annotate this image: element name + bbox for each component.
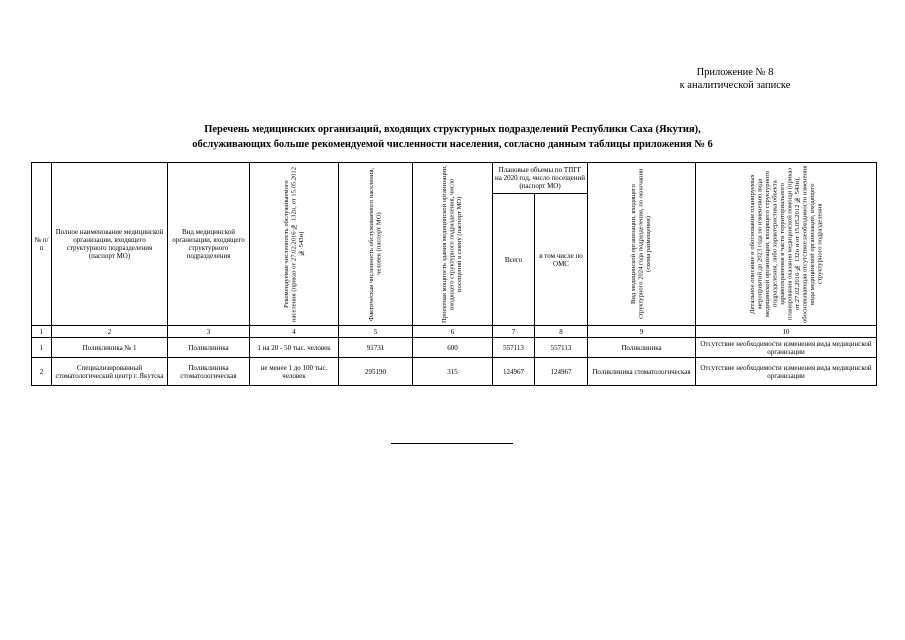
appendix-reference: к аналитической записке [679, 80, 791, 91]
row-oms: 557113 [535, 338, 588, 358]
header-actual-text: Фактическая численность обслуживаемого населения, человек (паспорт МО) [368, 167, 383, 321]
table-row [32, 358, 877, 386]
row-type: Поликлиника стоматологическая [168, 358, 250, 386]
row-num: 1 [32, 338, 52, 358]
row-total: 557113 [493, 338, 535, 358]
header-recommended [250, 163, 339, 326]
signature-line [391, 443, 513, 444]
row-recommended: не менее 1 до 100 тыс. человек [250, 358, 339, 386]
header-planned-group: Плановые объемы по ТПГГ на 2020 год, число посещений (паспорт МО) [493, 163, 588, 194]
column-number: 1 [32, 326, 52, 338]
row-num: 2 [32, 358, 52, 386]
document-title-line-2: обслуживающих больше рекомендуемой численности населения, согласно данным таблицы приложения № 6 [192, 139, 713, 150]
row-capacity: 600 [413, 338, 493, 358]
table-row [32, 338, 877, 358]
column-number: 2 [52, 326, 168, 338]
column-number: 6 [413, 326, 493, 338]
header-actual [339, 163, 413, 326]
row-actual: 91731 [339, 338, 413, 358]
row-future-type: Поликлиника [588, 338, 696, 358]
header-row [32, 163, 877, 194]
header-capacity-text: Проектная мощность здания медицинской организации, входящего структурного подразделения, число посещений в смену (паспорт МО) [441, 165, 464, 323]
row-name: Поликлиника № 1 [52, 338, 168, 358]
row-type: Поликлиника [168, 338, 250, 358]
header-future-type-text: Вид медицинской организации, входящего структурного 2024 года подразделения, по окончании (схема размещения) [630, 168, 653, 320]
header-capacity [413, 163, 493, 326]
header-planned-total: Всего [493, 194, 535, 326]
row-name: Специализированный стоматологический центр г. Якутска [52, 358, 168, 386]
row-oms: 124967 [535, 358, 588, 386]
document-title-line-1: Перечень медицинских организаций, входящих структурных подразделений Республики Саха (Якутия), [204, 124, 701, 135]
row-future-type: Поликлиника стоматологическая [588, 358, 696, 386]
appendix-number: Приложение № 8 [696, 67, 774, 78]
header-description-text: Детальное описание и обоснование планируемых мероприятий до 2023 года по изменению вида медицинской организации, входящего структурного подразделения, либо характеристика объекта здравоохранения в части территориального планирования оказания медицинской помощи (приказ от 27.02.2016 № 132н и от 15.05.2012 № 543н), обосновывающая отсутствие необходимости изменения вида медицинской организации, входящего структурного подразделения [748, 165, 823, 323]
header-num: № п/п [32, 163, 52, 326]
row-description: Отсутствие необходимости изменения вида медицинской организации [696, 338, 877, 358]
header-description [696, 163, 877, 326]
column-number: 7 [493, 326, 535, 338]
row-total: 124967 [493, 358, 535, 386]
header-future-type [588, 163, 696, 326]
row-recommended: 1 на 20 - 50 тыс. человек [250, 338, 339, 358]
column-numbers-row [32, 326, 877, 338]
column-number: 4 [250, 326, 339, 338]
header-full-name: Полное наименование медицинской организации, входящего структурного подразделения (паспорт МО) [52, 163, 168, 326]
row-description: Отсутствие необходимости изменения вида медицинской организации [696, 358, 877, 386]
column-number: 3 [168, 326, 250, 338]
row-actual: 295190 [339, 358, 413, 386]
column-number: 5 [339, 326, 413, 338]
appendix-label [640, 66, 830, 92]
column-number: 10 [696, 326, 877, 338]
document-title [40, 122, 865, 152]
header-recommended-text: Рекомендуемая численность обслуживаемого населения (приказ от 27.02.2016 № 132н, от 15.05.2012 № 543н) [282, 166, 305, 322]
row-capacity: 315 [413, 358, 493, 386]
organizations-table [31, 162, 877, 386]
header-planned-oms: в том числе по ОМС [535, 194, 588, 326]
header-type: Вид медицинской организации, входящего структурного подразделения [168, 163, 250, 326]
column-number: 8 [535, 326, 588, 338]
column-number: 9 [588, 326, 696, 338]
